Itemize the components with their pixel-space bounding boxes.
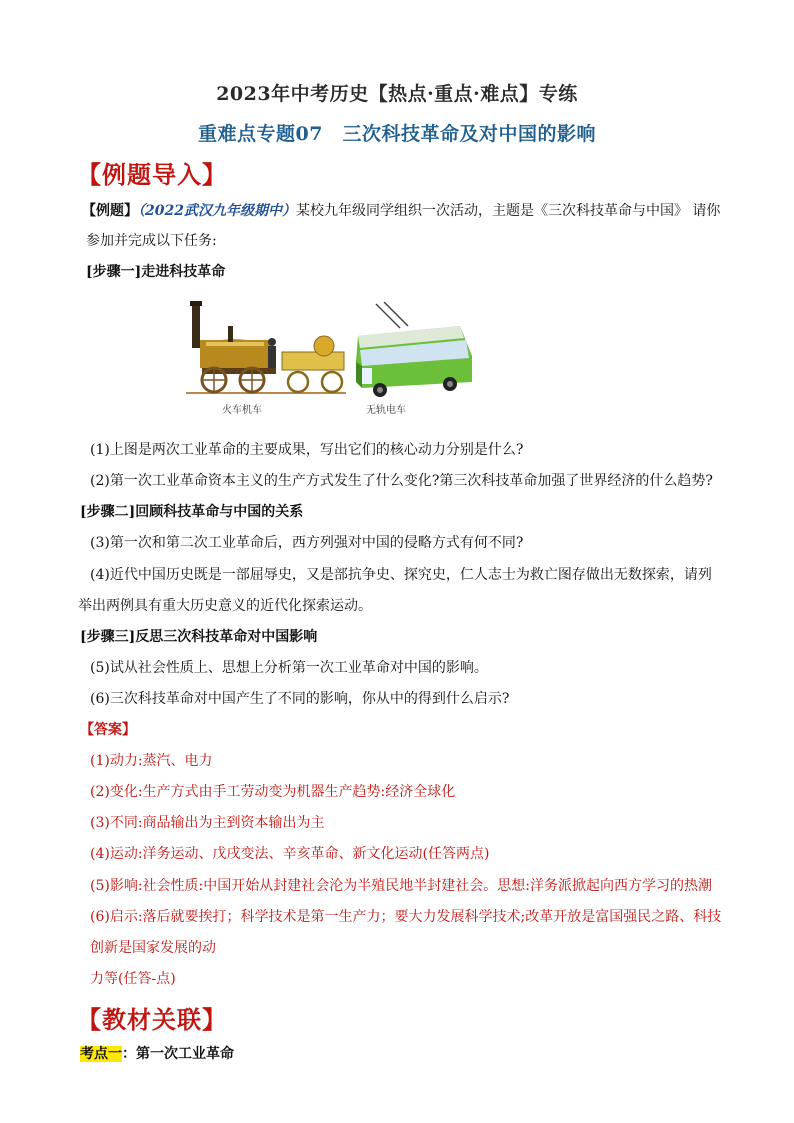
kaodian-label: 考点一 [80, 1046, 122, 1062]
question-1: (1)上图是两次工业革命的主要成果，写出它们的核心动力分别是什么? [90, 442, 524, 458]
step2-heading: [步骤二]回顾科技革命与中国的关系 [80, 504, 304, 520]
kaodian-heading [80, 1045, 234, 1063]
figure-caption-left: 火车机车 [222, 405, 262, 416]
example-label: 【例题】 [82, 203, 138, 219]
question-6: (6)三次科技革命对中国产生了不同的影响，你从中的得到什么启示? [90, 691, 510, 707]
answer-4: (4)运动:洋务运动、戊戌变法、辛亥革命、新文化运动(任答两点) [90, 846, 490, 862]
step3-heading: [步骤三]反思三次科技革命对中国影响 [80, 629, 318, 645]
answer-label: 【答案】 [80, 722, 136, 738]
section-heading-textbook: 【教材关联】 [77, 1005, 227, 1034]
locomotive-trolleybus-illustration [186, 296, 476, 418]
example-stem [82, 202, 720, 220]
example-stem-text: 某校九年级同学组织一次活动，主题是《三次科技革命与中国》 请你 [295, 203, 721, 219]
locomotive-image [190, 301, 344, 392]
question-5: (5)试从社会性质上、思想上分析第一次工业革命对中国的影响。 [90, 660, 488, 676]
kaodian-sep: ： [122, 1046, 136, 1062]
question-4-line1: (4)近代中国历史既是一部屈辱史，又是部抗争史、探究史，仁人志士为救亡图存做出无数探索，请列 [90, 567, 712, 583]
trolleybus-image [356, 302, 472, 397]
answer-6-line3: 力等(任答-点) [90, 971, 176, 987]
example-figure [186, 296, 476, 418]
question-4-line2: 举出两例具有重大历史意义的近代化探索运动。 [78, 598, 372, 614]
question-2: (2)第一次工业革命资本主义的生产方式发生了什么变化?第三次科技革命加强了世界经济的什么趋势? [90, 473, 713, 489]
answer-6-line1: (6)启示:落后就要挨打；科学技术是第一生产力；要大力发展科学技术;改革开放是富国强民之路、科技 [90, 909, 722, 925]
step1-heading: [步骤一]走进科技革命 [86, 264, 226, 280]
document-subtitle: 重难点专题07 三次科技革命及对中国的影响 [198, 123, 596, 145]
answer-5: (5)影响:社会性质:中国开始从封建社会沦为半殖民地半封建社会。思想:洋务派掀起向西方学习的热潮 [90, 878, 712, 894]
section-heading-example: 【例题导入】 [77, 160, 227, 189]
kaodian-title: 第一次工业革命 [136, 1046, 234, 1062]
example-stem-line2: 参加并完成以下任务: [86, 233, 217, 249]
figure-caption-right: 无轨电车 [366, 405, 406, 416]
answer-3: (3)不同:商品输出为主到资本输出为主 [90, 815, 325, 831]
document-title: 2023年中考历史【热点·重点·难点】专练 [216, 83, 578, 105]
question-3: (3)第一次和第二次工业革命后，西方列强对中国的侵略方式有何不同? [90, 535, 524, 551]
example-source: （2022武汉九年级期中） [138, 203, 296, 219]
answer-2: (2)变化:生产方式由手工劳动变为机器生产趋势:经济全球化 [90, 784, 456, 800]
answer-1: (1)动力:蒸汽、电力 [90, 753, 213, 769]
answer-6-line2: 创新是国家发展的动 [90, 940, 216, 956]
